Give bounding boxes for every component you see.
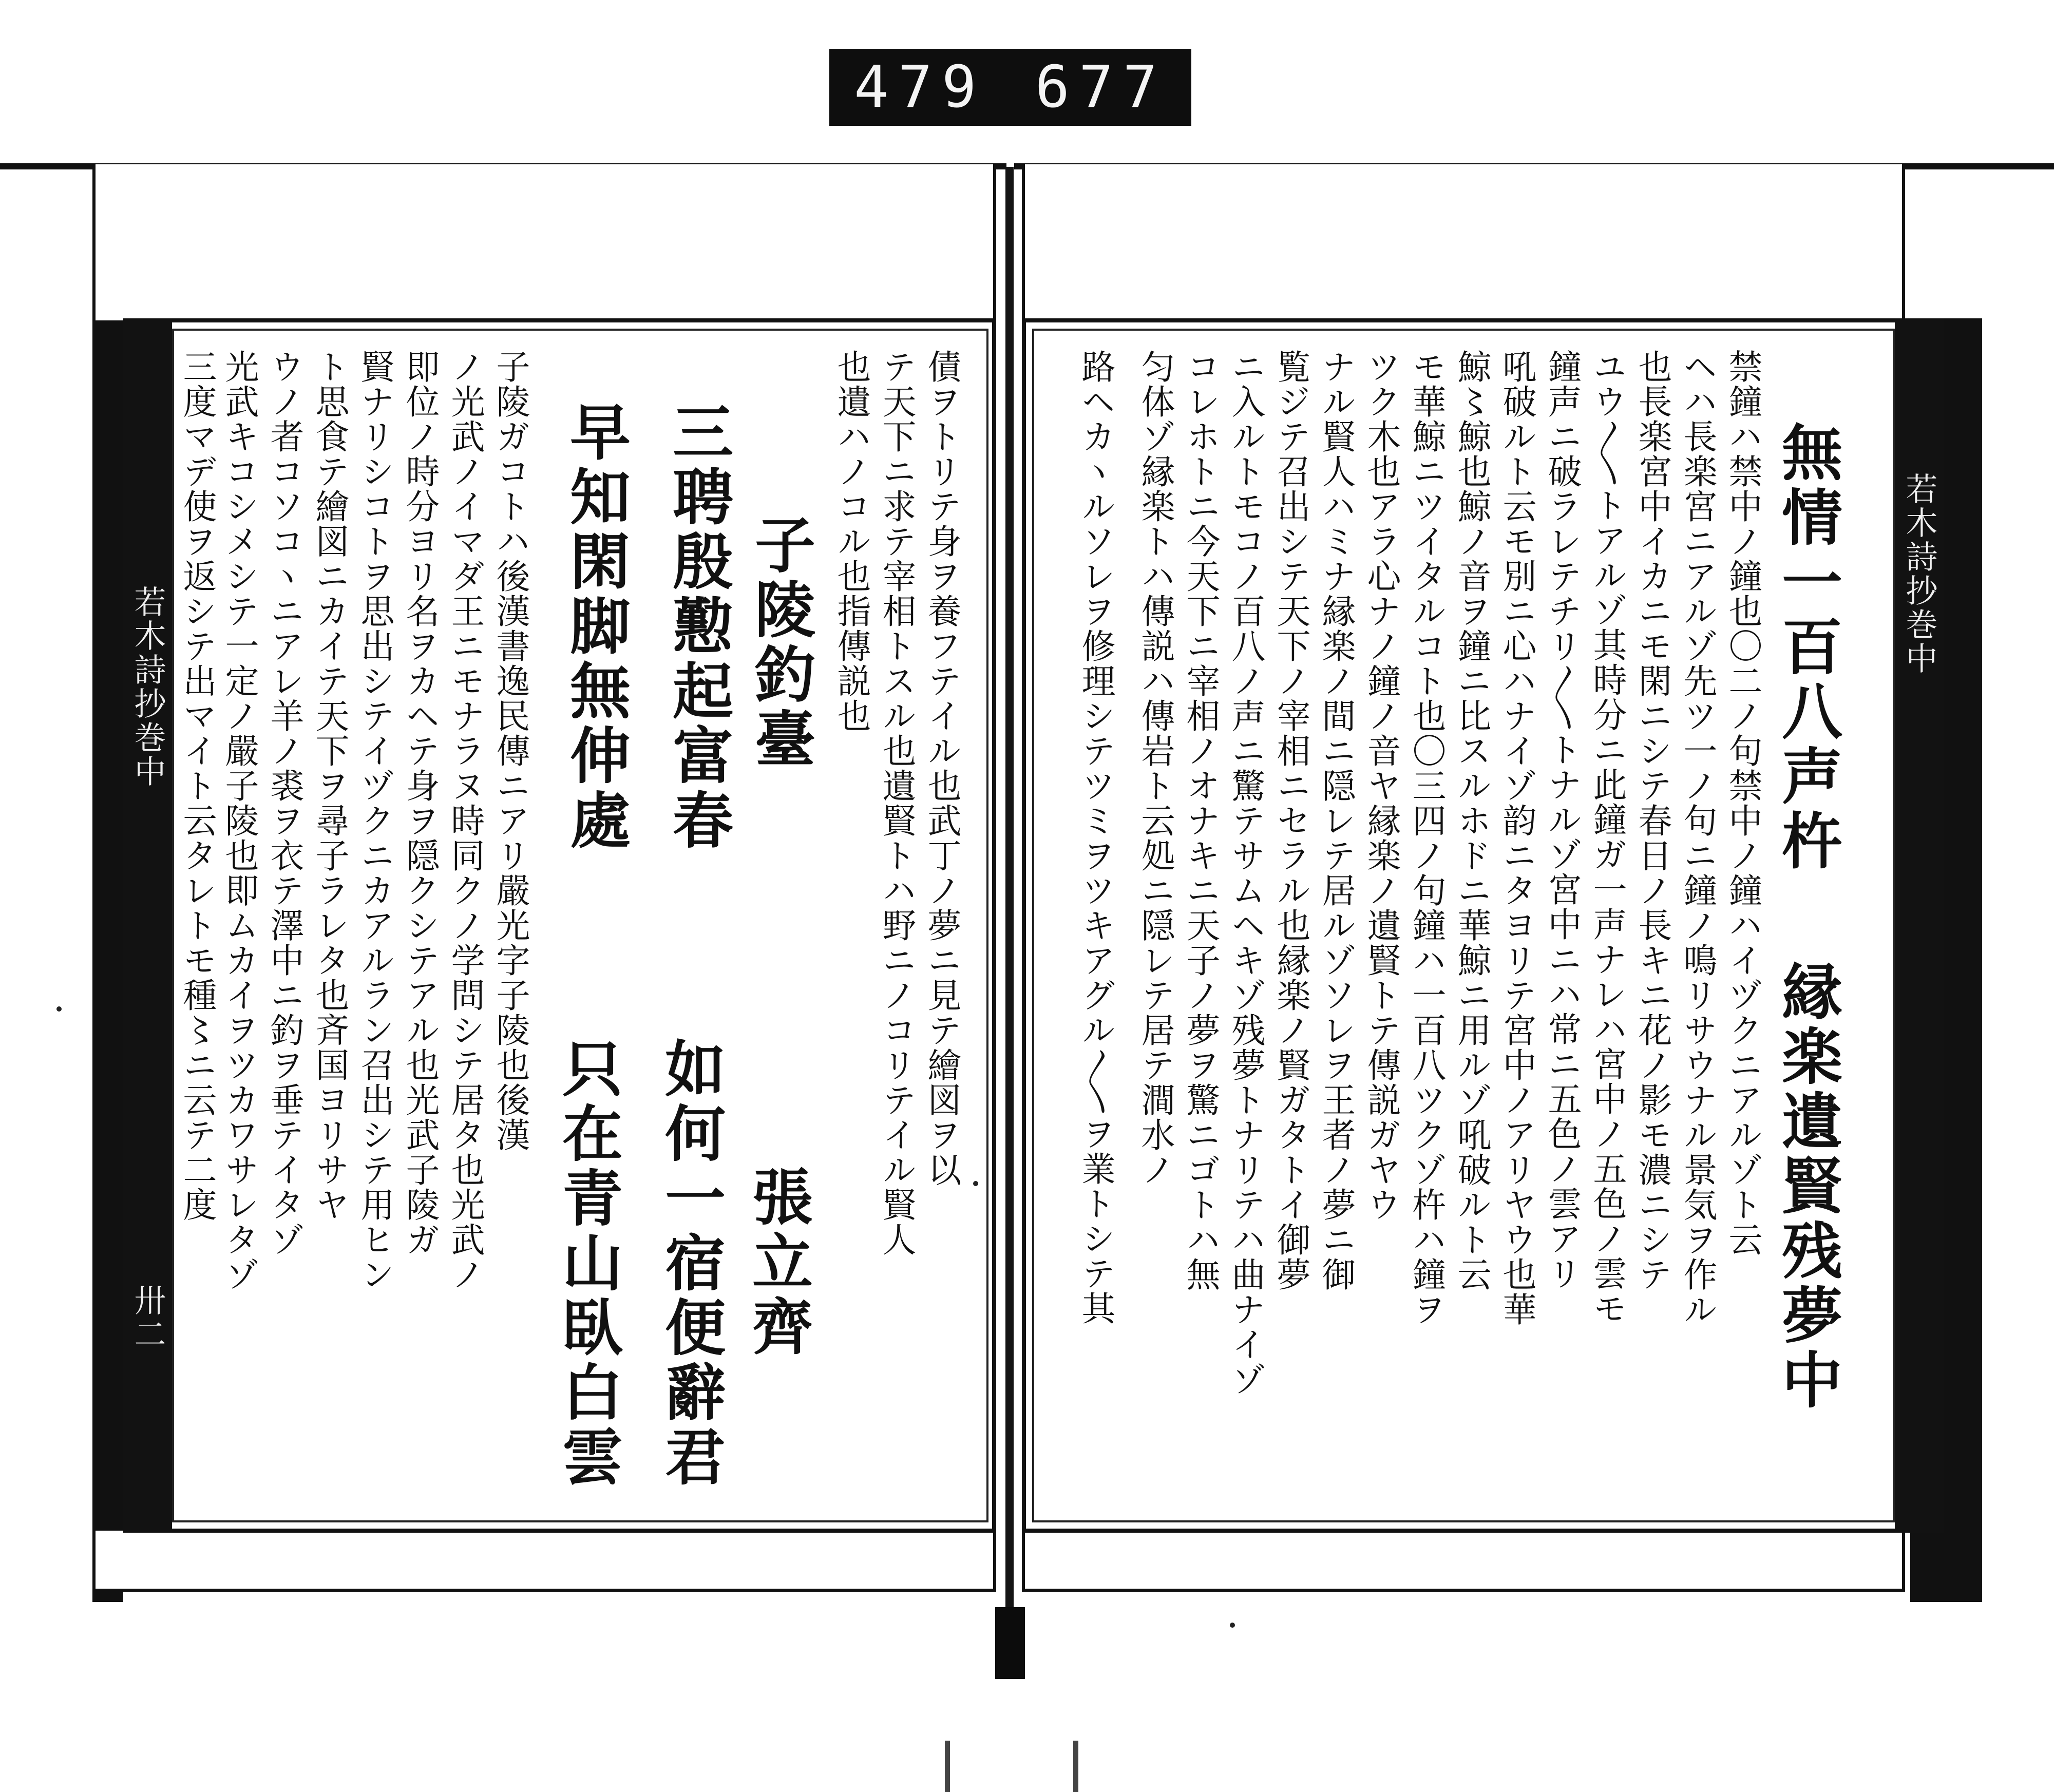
- right-commentary-line-8: モ華鯨ニツイタルコト也〇三四ノ句鐘ハ一百八ツクゾ杵ハ鐘ヲ: [1406, 349, 1446, 1327]
- right-commentary-line-2: ヘハ長楽宮ニアルゾ先ツ一ノ句ニ鐘ノ鳴リサウナル景気ヲ作ル: [1678, 349, 1717, 1327]
- right-commentary-line-7: 鯨〻鯨也鯨ノ音ヲ鐘ニ比スルホドニ華鯨ニ用ルゾ吼破ルト云: [1452, 349, 1491, 1292]
- right-commentary-line-14: 匀体ゾ縁楽トハ傳説ハ傳岩ト云処ニ隠レテ居テ澗水ノ: [1135, 349, 1175, 1187]
- spine-clip: [995, 1607, 1025, 1679]
- right-heading-1: 無情一百八声杵: [1772, 421, 1843, 874]
- book-spine: [1005, 167, 1014, 1615]
- right-fold-top: [1022, 164, 1905, 323]
- right-margin-strip: [1895, 318, 1944, 1533]
- left-commentary-bottom-line-2: ノ光武ノイマダ王ニモナラヌ時同クノ学問シテ居タ也光武ノ: [445, 349, 485, 1292]
- right-commentary-line-11: 覧ジテ召出シテ天下ノ宰相ニセラル也縁楽ノ賢ガタトイ御夢: [1271, 349, 1310, 1292]
- right-margin-text: 若木詩抄巻中: [1900, 472, 1938, 676]
- right-commentary-line-13: コレホトニ今天下ニ宰相ノオナキニ天子ノ夢ヲ驚ニゴトハ無: [1181, 349, 1220, 1292]
- left-fold-top: [92, 164, 996, 323]
- print-speck: [1230, 1623, 1235, 1628]
- right-commentary-line-12: ニ入ルトモコノ百八ノ声ニ驚テサムヘキゾ残夢トナリテハ曲ナイゾ: [1226, 349, 1265, 1397]
- left-commentary-bottom-line-8: 三度マデ使ヲ返シテ出マイト云タレトモ種〻ニ云テ二度: [177, 349, 217, 1222]
- poem-author: 張立齊: [742, 1166, 813, 1360]
- right-commentary-line-6: 吼破ルト云モ別ニ心ハナイゾ韵ニタヨリテ宮中ノアリヤウ也華: [1497, 349, 1536, 1327]
- print-speck: [973, 1181, 978, 1186]
- right-heading-2: 縁楽遺賢残夢中: [1772, 960, 1843, 1413]
- left-commentary-bottom-line-3: 即位ノ時分ヨリ名ヲカヘテ身ヲ隠クシテアル也光武子陵ガ: [400, 349, 440, 1257]
- right-commentary-line-4: ユウ〳〵トアルゾ其時分ニ此鐘ガ一声ナレハ宮中ノ五色ノ雲モ: [1587, 349, 1627, 1326]
- left-margin-folio: 卅二: [129, 1284, 166, 1351]
- right-commentary-line-1: 禁鐘ハ禁中ノ鐘也〇二ノ句禁中ノ鐘ハイヅクニアルゾト云: [1723, 349, 1762, 1257]
- poem-line-2: 早知閑脚無伸處: [560, 401, 631, 853]
- right-fold-bottom: [1022, 1528, 1905, 1592]
- left-page-outer-edge: [92, 164, 123, 1602]
- left-margin-strip: [123, 318, 172, 1533]
- archive-label-left-number: 479: [854, 54, 986, 121]
- right-commentary-line-3: 也長楽宮中イカニモ閑ニシテ春日ノ長キニ花ノ影モ濃ニシテ: [1632, 349, 1672, 1292]
- spine-foot: [945, 1741, 1078, 1792]
- left-fold-bottom: [92, 1528, 996, 1592]
- left-commentary-bottom-line-6: ウノ者コソコヽニアレ羊ノ裘ヲ衣テ澤中ニ釣ヲ垂テイタゾ: [264, 349, 304, 1257]
- left-commentary-top-line-1: 債ヲトリテ身ヲ養フテイル也武丁ノ夢ニ見テ繪図ヲ以: [922, 349, 961, 1187]
- poem-line-4: 只在青山臥白雲: [552, 1037, 623, 1490]
- poem-title: 子陵釣臺: [745, 513, 816, 772]
- left-commentary-bottom-line-7: 光武キコシメシテ一定ノ嚴子陵也即ムカイヲツカワサレタゾ: [219, 349, 259, 1292]
- right-commentary-line-5: 鐘声ニ破ラレテチリ〳〵トナルゾ宮中ニハ常ニ五色ノ雲アリ: [1542, 349, 1582, 1291]
- right-commentary-line-10: ナル賢人ハミナ縁楽ノ間ニ隠レテ居ルゾソレヲ王者ノ夢ニ御: [1316, 349, 1356, 1292]
- archive-label-right-number: 677: [1035, 54, 1167, 121]
- poem-line-3: 如何一宿便辭君: [655, 1037, 726, 1490]
- left-commentary-top-line-3: 也遺ハノコル也指傳説也: [831, 349, 871, 733]
- left-margin-text: 若木詩抄巻中: [129, 585, 166, 789]
- right-commentary-line-9: ツク木也アラ心ナノ鐘ノ音ヤ縁楽ノ遺賢トテ傳説ガヤウ: [1361, 349, 1401, 1222]
- left-commentary-bottom-line-1: 子陵ガコトハ後漢書逸民傳ニアリ嚴光字子陵也後漢: [490, 349, 530, 1152]
- print-speck: [56, 1006, 62, 1012]
- left-commentary-top-line-2: テ天下ニ求テ宰相トスル也遺賢トハ野ニノコリテイル賢人: [877, 349, 916, 1257]
- left-commentary-bottom-line-4: 賢ナリシコトヲ思出シテイヅクニカアルラン召出シテ用ヒン: [355, 349, 394, 1292]
- poem-line-1: 三聘殷懃起富春: [662, 401, 734, 853]
- left-commentary-bottom-line-5: ト思食テ繪図ニカイテ天下ヲ尋子ラレタ也斉国ヨリサヤ: [310, 349, 349, 1222]
- right-commentary-line-15: 路ヘカヽルソレヲ修理シテツミヲツキアグル〳〵ヲ業トシテ其: [1076, 349, 1115, 1326]
- archive-label: [829, 49, 1191, 126]
